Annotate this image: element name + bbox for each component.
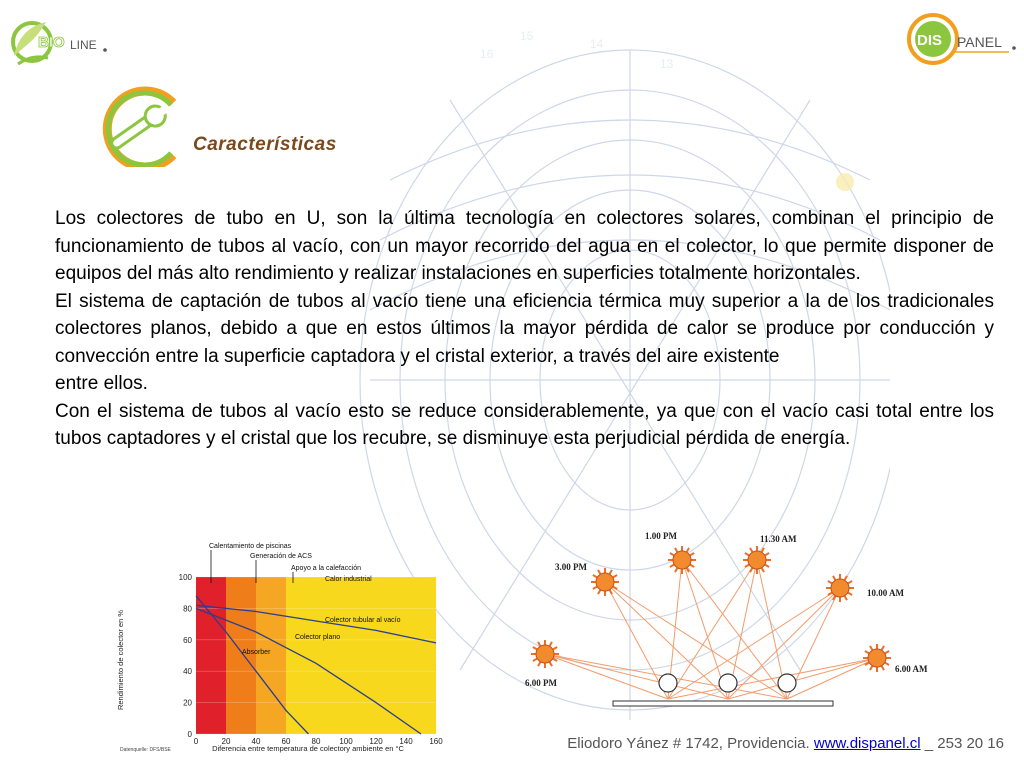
sun-ray-1-0 <box>668 560 757 699</box>
dispanel-word2: PANEL <box>957 34 1002 50</box>
chart-xtick-5: 100 <box>339 737 353 746</box>
chart-series-label-2: Absorber <box>242 649 271 656</box>
chart-band-label-3: Calor industrial <box>325 576 372 583</box>
footer-address: Eliodoro Yánez # 1742, Providencia. <box>567 735 814 752</box>
svg-text:LINE: LINE <box>70 38 97 52</box>
section-title: Características <box>193 134 337 155</box>
chart-band-3 <box>286 577 436 734</box>
sun-icon <box>531 640 559 668</box>
vacuum-tube-2 <box>778 674 796 692</box>
sun-ray-5-1 <box>728 658 877 699</box>
vacuum-tube-1 <box>719 674 737 692</box>
svg-text:13: 13 <box>660 57 674 71</box>
sun-time-label: 6.00 AM <box>895 664 928 674</box>
sun-time-label: 6.00 PM <box>525 678 557 688</box>
sun-icon <box>863 644 891 672</box>
chart-source: Datenquelle: DFS/BSE <box>120 747 171 753</box>
chart-xtick-7: 140 <box>399 737 413 746</box>
footer-phone: _ 253 20 16 <box>920 735 1004 752</box>
chart-xtick-0: 0 <box>193 737 199 746</box>
footer <box>567 735 1004 752</box>
chart-series-label-1: Colector plano <box>295 634 341 641</box>
chart-xtick-1: 20 <box>221 737 231 746</box>
chart-xlabel: Diferencia entre temperatura de colectory ambiente en °C <box>212 744 404 753</box>
website-link[interactable]: www.dispanel.cl <box>813 735 921 752</box>
wrench-icon <box>85 85 195 167</box>
sun-icon <box>743 546 771 574</box>
chart-ytick-5: 100 <box>178 573 192 582</box>
chart-band-label-2: Apoyo a la calefacción <box>291 565 362 572</box>
sun-icon <box>668 546 696 574</box>
efficiency-chart <box>115 540 445 755</box>
sun-ray-4-0 <box>545 654 668 699</box>
chart-band-label-0: Calentamiento de piscinas <box>209 543 292 550</box>
chart-xtick-2: 40 <box>251 737 261 746</box>
bioline-logo <box>8 6 108 76</box>
sun-time-label: 3.00 PM <box>555 562 587 572</box>
bioline-word1: BIO <box>38 34 65 51</box>
sun-ray-5-2 <box>787 658 877 699</box>
sun-time-label: 11.30 AM <box>760 534 797 544</box>
chart-series-label-0: Colector tubular al vacío <box>325 617 401 624</box>
sun-time-label: 1.00 PM <box>645 531 677 541</box>
paragraph-2-cont: entre ellos. <box>55 373 148 394</box>
dispanel-logo <box>905 10 1020 68</box>
chart-xtick-6: 120 <box>369 737 383 746</box>
svg-text:14: 14 <box>590 37 604 51</box>
sun-position-diagram <box>525 518 945 718</box>
chart-ytick-2: 40 <box>183 667 192 677</box>
chart-xtick-4: 80 <box>311 737 321 746</box>
chart-ytick-0: 0 <box>187 730 192 739</box>
paragraph-3: Con el sistema de tubos al vacío esto se reduce considerablemente, ya que con el vacío casi total entre los tubos captadores y el cristal que los recubre, se disminuye esta perjudicial pérdida de energía. <box>55 400 994 449</box>
chart-ytick-4: 80 <box>183 604 192 614</box>
collector-plate <box>613 701 833 706</box>
chart-ytick-3: 60 <box>183 635 192 645</box>
chart-ytick-1: 20 <box>183 698 192 708</box>
paragraph-2: El sistema de captación de tubos al vacío tiene una eficiencia térmica muy superior a la de los tradicionales colectores planos, debido a que en estos últimos la mayor pérdida de calor se produce por conducción y convección entre la superficie captadora y el cristal exterior, a través del aire existente <box>55 290 994 367</box>
svg-text:16: 16 <box>480 47 494 61</box>
sun-time-label: 10.00 AM <box>867 588 904 598</box>
chart-xtick-3: 60 <box>281 737 291 746</box>
vacuum-tube-0 <box>659 674 677 692</box>
chart-xtick-8: 160 <box>429 737 443 746</box>
paragraph-1: Los colectores de tubo en U, son la última tecnología en colectores solares, combinan el principio de funcionamiento de tubos al vacío, con un mayor recorrido del agua en el colector, lo que permite disponer de equipos del más alto rendimiento y realizar instalaciones en superficies totalmente horizontales. <box>55 208 994 284</box>
svg-text:15: 15 <box>520 29 534 43</box>
dispanel-word1: DIS <box>917 32 943 49</box>
body-text <box>55 205 994 453</box>
chart-band-label-1: Generación de ACS <box>250 553 312 560</box>
chart-ylabel: Rendimiento de colector en % <box>116 609 125 711</box>
